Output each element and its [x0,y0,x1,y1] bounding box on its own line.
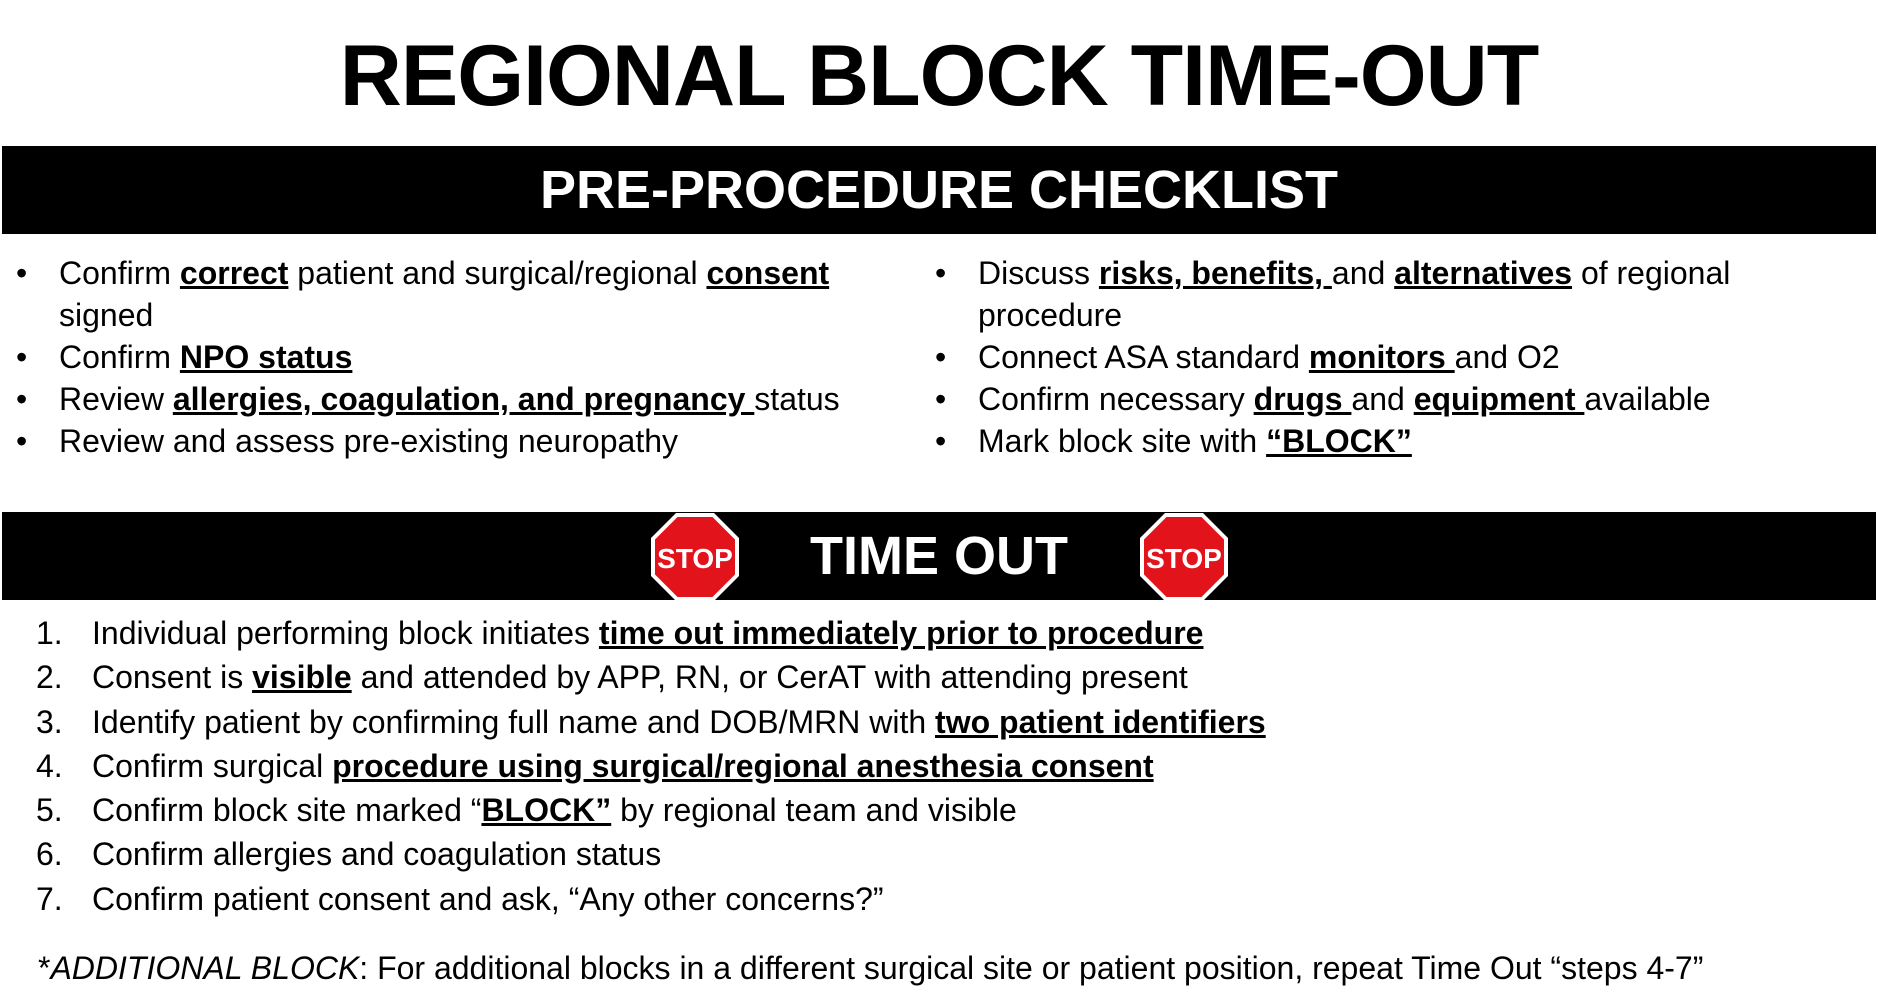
checklist-item: • Confirm NPO status [16,336,896,378]
time-out-header-bar [2,512,1876,600]
checklist-item: • Confirm correct patient and surgical/regional consent signed [16,252,896,336]
stop-sign-icon [1139,512,1229,602]
checklist-item: • Discuss risks, benefits, and alternatives of regional procedure [935,252,1865,336]
checklist-item: • Review and assess pre-existing neuropathy [16,420,896,462]
step-item: 7. Confirm patient consent and ask, “Any other concerns?” [36,880,884,917]
additional-block-note: *ADDITIONAL BLOCK: For additional blocks in a different surgical site or patient position, repeat Time Out “steps 4-7” [38,950,1704,986]
pre-procedure-heading: PRE-PROCEDURE CHECKLIST [539,160,1339,220]
pre-procedure-left-list [16,252,896,462]
checklist-item: • Connect ASA standard monitors and O2 [935,336,1865,378]
checklist-item: • Mark block site with “BLOCK” [935,420,1865,462]
page-title: REGIONAL BLOCK TIME-OUT [339,28,1539,124]
pre-procedure-right-list [935,252,1865,462]
checklist-item: • Confirm necessary drugs and equipment available [935,378,1865,420]
svg-text:STOP: STOP [657,543,733,574]
step-item: 4. Confirm surgical procedure using surgical/regional anesthesia consent [36,747,1154,784]
pre-procedure-header-bar [2,146,1876,234]
time-out-steps [36,611,1836,921]
checklist-item: • Review allergies, coagulation, and pregnancy status [16,378,896,420]
step-item: 5. Confirm block site marked “BLOCK” by regional team and visible [36,792,1017,829]
step-item: 2. Consent is visible and attended by APP, RN, or CerAT with attending present [36,659,1188,696]
step-item: 6. Confirm allergies and coagulation status [36,836,662,873]
svg-text:STOP: STOP [1146,543,1222,574]
step-item: 1. Individual performing block initiates time out immediately prior to procedure [36,615,1204,651]
time-out-heading: TIME OUT [810,526,1068,586]
step-item: 3. Identify patient by confirming full name and DOB/MRN with two patient identifiers [36,703,1266,740]
